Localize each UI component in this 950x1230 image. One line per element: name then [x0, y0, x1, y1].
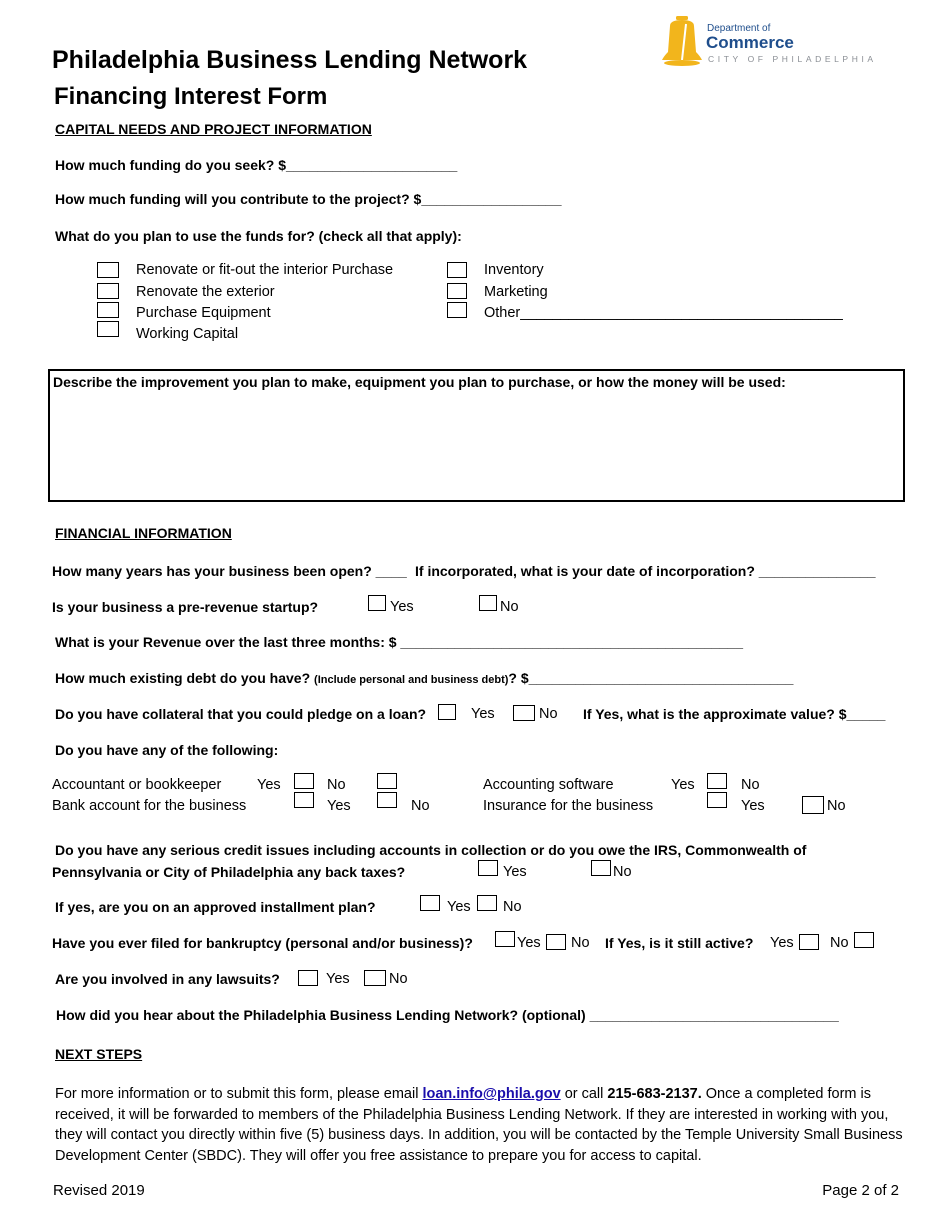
item-bank: Bank account for the business	[52, 798, 247, 814]
q-bankruptcy: Have you ever filed for bankruptcy (personal and/or business)?	[52, 935, 473, 951]
next-steps-heading: NEXT STEPS	[55, 1046, 143, 1062]
checkbox-collateral-yes[interactable]	[438, 704, 456, 720]
logo-dept-of: Department of	[707, 23, 771, 34]
label-accountant-yes: Yes	[257, 777, 281, 793]
checkbox-credit-no[interactable]	[591, 860, 611, 876]
label-installment-no: No	[503, 899, 522, 915]
checkbox-bank-yes[interactable]	[294, 792, 314, 808]
checkbox-prerevenue-yes[interactable]	[368, 595, 386, 611]
checkbox-active-yes[interactable]	[799, 934, 819, 950]
q-prerevenue: Is your business a pre-revenue startup?	[52, 599, 319, 615]
label-lawsuits-yes: Yes	[326, 971, 350, 987]
label-software-yes: Yes	[671, 777, 695, 793]
form-title-line1: Philadelphia Business Lending Network	[52, 46, 528, 74]
label-prerevenue-yes: Yes	[390, 599, 414, 615]
q-hear-about: How did you hear about the Philadelphia Business Lending Network? (optional) ________________________________	[56, 1007, 839, 1023]
department-logo	[660, 14, 910, 68]
next-steps-text-2: or call	[560, 1086, 608, 1102]
capital-heading: CAPITAL NEEDS AND PROJECT INFORMATION	[55, 121, 372, 137]
email-link[interactable]: loan.info@phila.gov	[422, 1086, 561, 1102]
label-credit-yes: Yes	[503, 864, 527, 880]
q-revenue-text: What is your Revenue over the last three months	[55, 634, 381, 650]
label-insurance-yes: Yes	[741, 798, 765, 814]
checkbox-bankruptcy-no[interactable]	[546, 934, 566, 950]
checkbox-collateral-no[interactable]	[513, 705, 535, 721]
use-label-exterior: Renovate the exterior	[136, 284, 275, 300]
checkbox-lawsuits-no[interactable]	[364, 970, 386, 986]
footer-page-number: Page 2 of 2	[822, 1182, 899, 1199]
checkbox-use-inventory[interactable]	[447, 262, 467, 278]
label-bank-no: No	[411, 798, 430, 814]
checkbox-lawsuits-yes[interactable]	[298, 970, 318, 986]
checkbox-accountant-no[interactable]	[377, 773, 397, 789]
label-prerevenue-no: No	[500, 599, 519, 615]
checkbox-prerevenue-no[interactable]	[479, 595, 497, 611]
q-still-active: If Yes, is it still active?	[605, 935, 754, 951]
q-revenue-blank: : $ ____________________________________________	[380, 634, 744, 650]
q-collateral: Do you have collateral that you could pledge on a loan?	[55, 706, 427, 722]
label-installment-yes: Yes	[447, 899, 471, 915]
use-label-interior: Renovate or fit-out the interior Purchase	[136, 262, 394, 278]
logo-commerce: Commerce	[706, 33, 794, 52]
label-bank-yes: Yes	[327, 798, 351, 814]
q-funding-seek: How much funding do you seek? $______________________	[55, 157, 458, 173]
q-lawsuits: Are you involved in any lawsuits?	[55, 971, 280, 987]
checkbox-installment-no[interactable]	[477, 895, 497, 911]
q-debt-text: How much existing debt do you have?	[55, 670, 311, 686]
label-credit-no: No	[613, 864, 632, 880]
checkbox-use-other[interactable]	[447, 302, 467, 318]
checkbox-credit-yes[interactable]	[478, 860, 498, 876]
use-label-other[interactable]: Other________________________________________	[484, 305, 843, 321]
checkbox-installment-yes[interactable]	[420, 895, 440, 911]
checkbox-bank-no[interactable]	[377, 792, 397, 808]
q-incorporated: If incorporated, what is your date of incorporation? _______________	[415, 563, 876, 579]
checkbox-active-no[interactable]	[854, 932, 874, 948]
label-collateral-no: No	[539, 706, 558, 722]
describe-box[interactable]	[48, 369, 905, 502]
footer-revised: Revised 2019	[53, 1182, 145, 1199]
checkbox-insurance-yes[interactable]	[707, 792, 727, 808]
financial-heading: FINANCIAL INFORMATION	[55, 525, 232, 541]
label-lawsuits-no: No	[389, 971, 408, 987]
form-title-line2: Financing Interest Form	[54, 83, 328, 110]
label-software-no: No	[741, 777, 760, 793]
use-label-marketing: Marketing	[484, 284, 548, 300]
q-debt	[55, 670, 793, 686]
logo-city: CITY OF PHILADELPHIA	[708, 54, 877, 64]
describe-label: Describe the improvement you plan to make, equipment you plan to purchase, or how the money will be used:	[53, 374, 786, 390]
checkbox-accountant-yes[interactable]	[294, 773, 314, 789]
q-have-following: Do you have any of the following:	[55, 742, 279, 758]
q-funding-contribute: How much funding will you contribute to the project? $__________________	[55, 191, 562, 207]
checkbox-use-interior[interactable]	[97, 262, 119, 278]
label-accountant-no: No	[327, 777, 346, 793]
liberty-bell-icon	[660, 14, 704, 68]
q-years-open: How many years has your business been open? ____	[52, 563, 407, 579]
checkbox-bankruptcy-yes[interactable]	[495, 931, 515, 947]
q-installment: If yes, are you on an approved installment plan?	[55, 899, 376, 915]
checkbox-use-exterior[interactable]	[97, 283, 119, 299]
next-steps-text-1: For more information or to submit this form, please email	[55, 1086, 423, 1102]
next-steps-paragraph	[55, 1084, 905, 1166]
q-credit-line2: Pennsylvania or City of Philadelphia any back taxes?	[52, 864, 406, 880]
item-accountant: Accountant or bookkeeper	[52, 777, 222, 793]
q-credit-line1: Do you have any serious credit issues including accounts in collection or do you owe the IRS, Commonwealth of	[55, 842, 807, 858]
label-bankruptcy-no: No	[571, 935, 590, 951]
item-software: Accounting software	[483, 777, 614, 793]
use-label-working-capital: Working Capital	[136, 326, 239, 342]
use-label-equipment: Purchase Equipment	[136, 305, 271, 321]
label-bankruptcy-yes: Yes	[517, 935, 541, 951]
phone-number: 215-683-2137.	[607, 1086, 702, 1102]
q-revenue	[55, 634, 743, 650]
q-collateral-value: If Yes, what is the approximate value? $_____	[583, 706, 886, 722]
checkbox-software-yes[interactable]	[707, 773, 727, 789]
next-steps-text-3: Once a completed form is received, it will be forwarded to members of the Philadelphia Business Lending Network. If they are interested in working with you, they will contact you directly within five (5) business days. In addition, you will be contacted by the Temple University Small Business Development Center (SBDC). They will offer you free assistance to prepare you for access to capital.	[55, 1086, 903, 1164]
use-label-inventory: Inventory	[484, 262, 544, 278]
q-debt-note: (Include personal and business debt)	[314, 674, 509, 686]
checkbox-use-working-capital[interactable]	[97, 321, 119, 337]
label-active-yes: Yes	[770, 935, 794, 951]
item-insurance: Insurance for the business	[483, 798, 654, 814]
label-insurance-no: No	[827, 798, 846, 814]
q-debt-blank: ? $__________________________________	[508, 670, 794, 686]
q-use-funds: What do you plan to use the funds for? (check all that apply):	[55, 228, 462, 244]
label-active-no: No	[830, 935, 849, 951]
checkbox-insurance-no[interactable]	[802, 796, 824, 814]
checkbox-use-equipment[interactable]	[97, 302, 119, 318]
checkbox-use-marketing[interactable]	[447, 283, 467, 299]
label-collateral-yes: Yes	[471, 706, 495, 722]
